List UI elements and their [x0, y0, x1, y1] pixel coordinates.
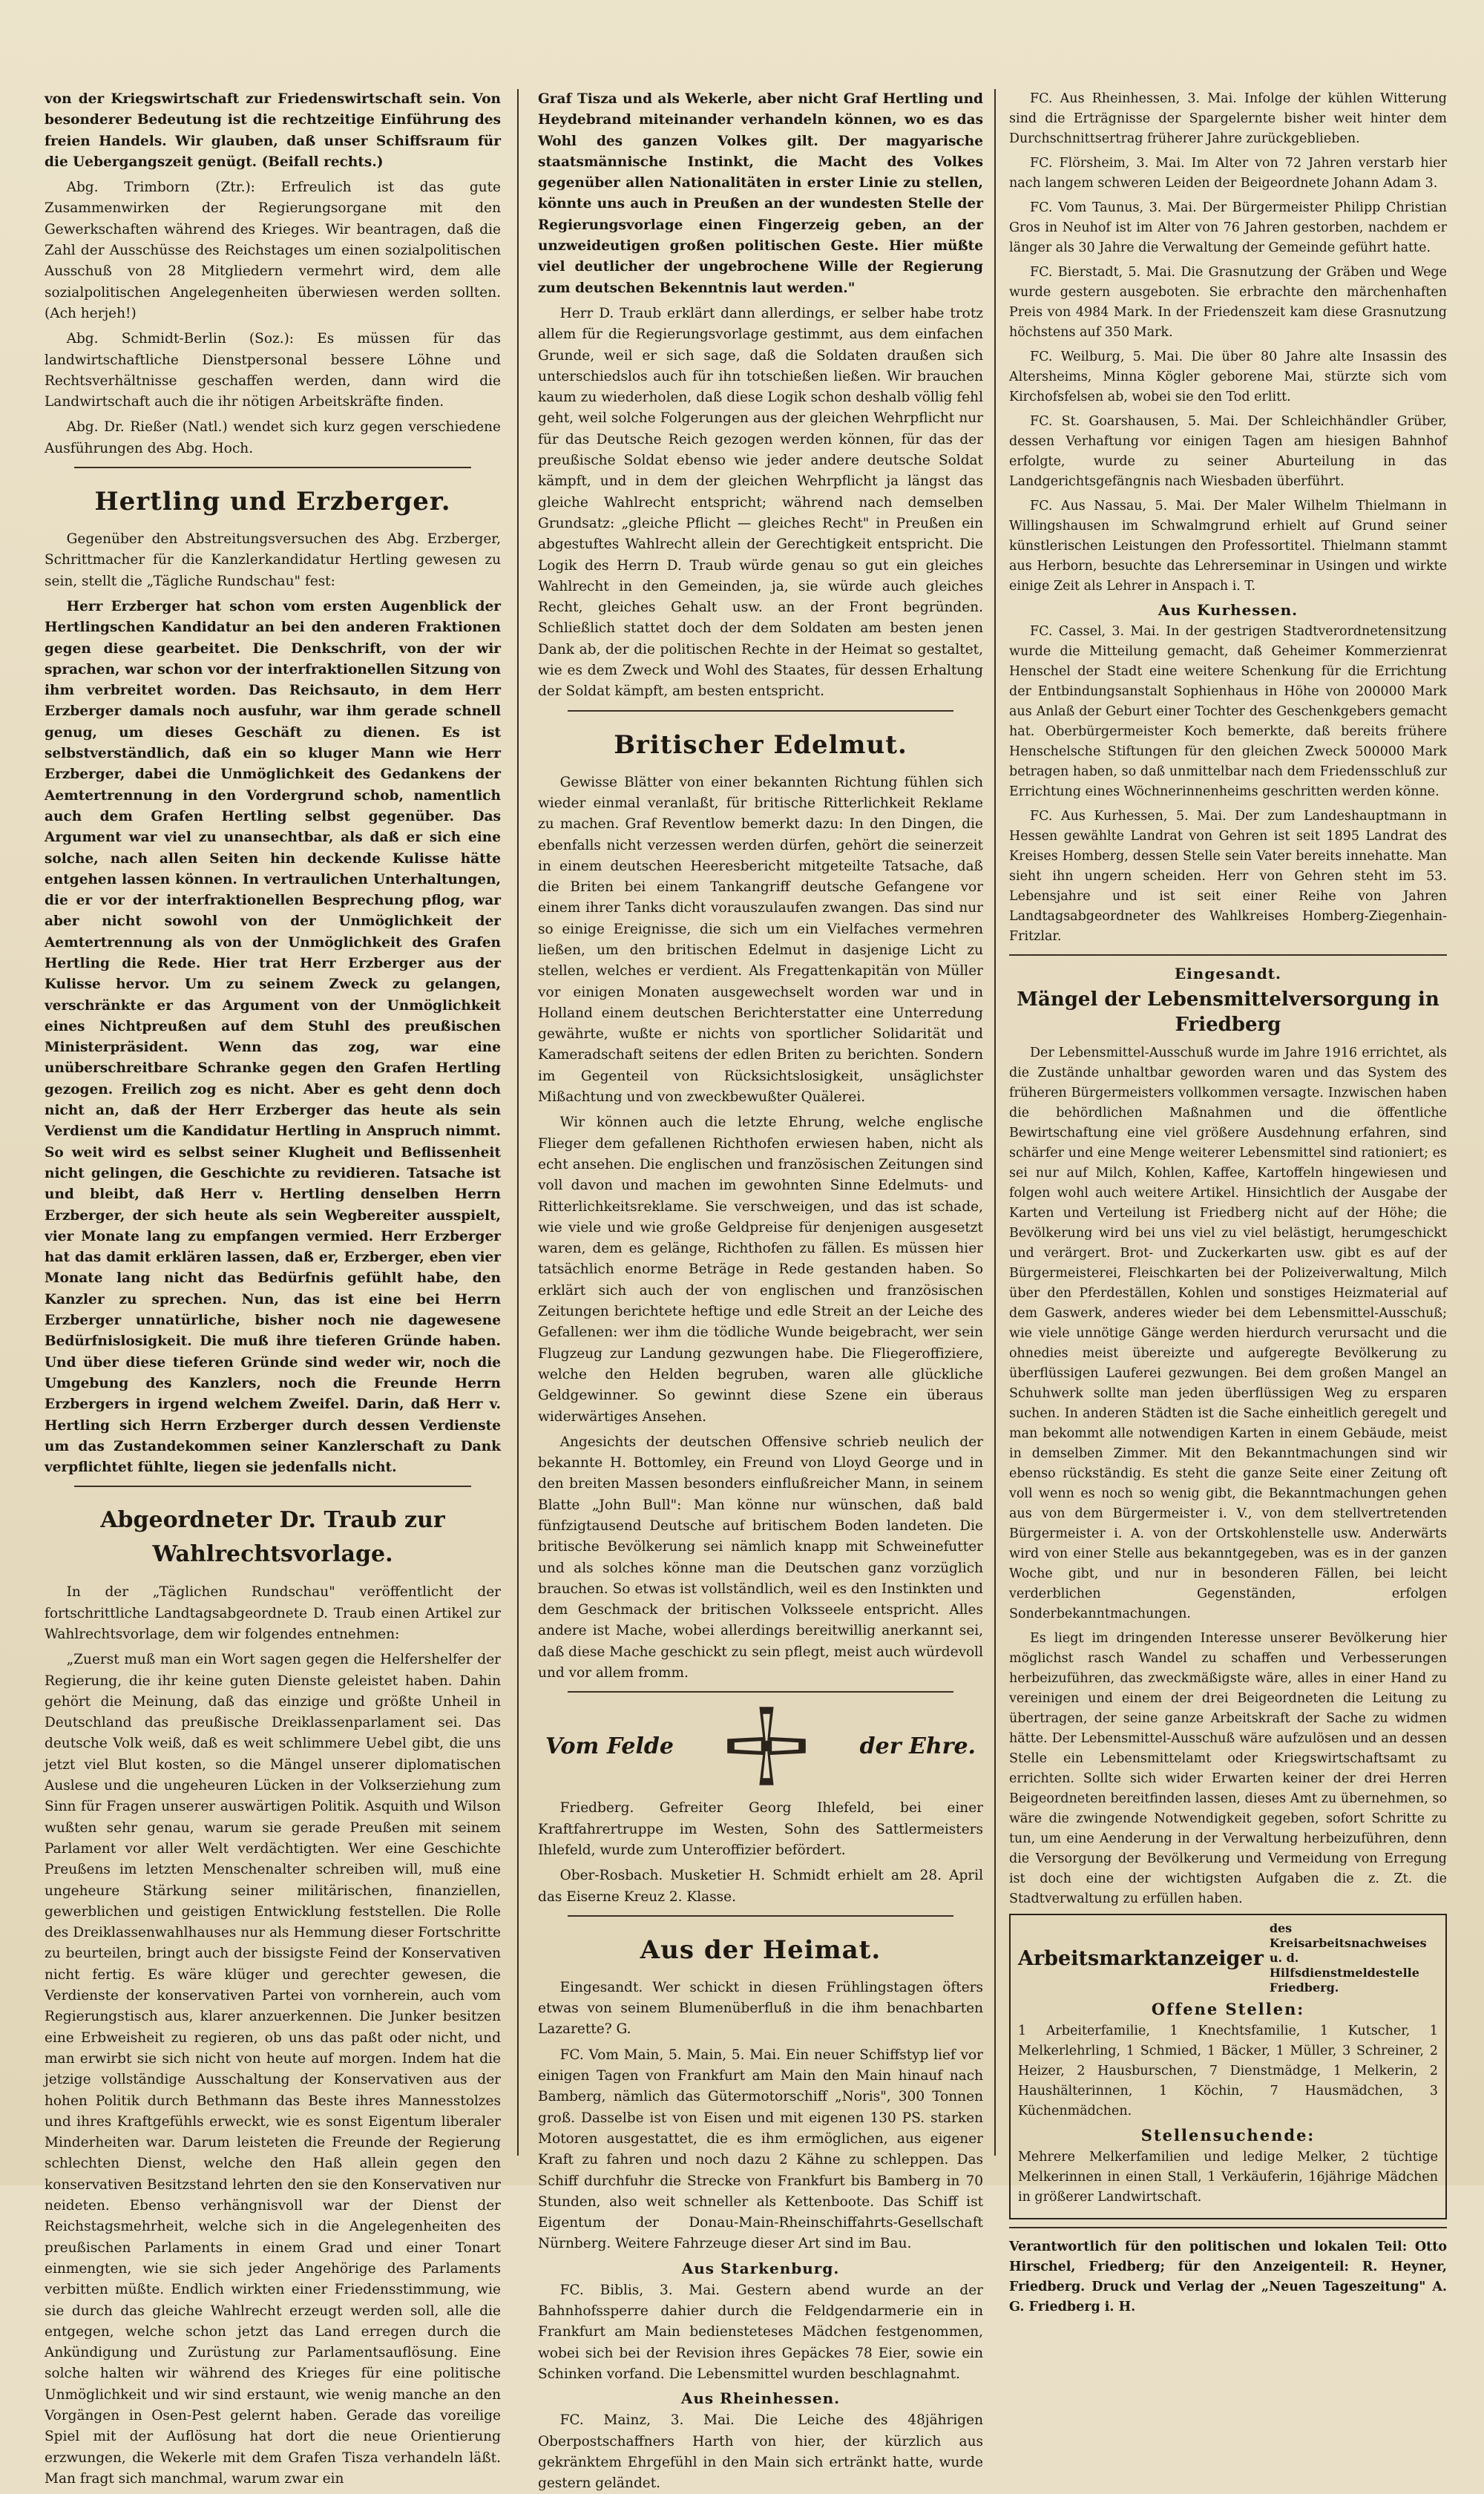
heimat-biblis: FC. Biblis, 3. Mai. Gestern abend wurde an der Bahnhofssperre dahier durch die Feldgendarmerie ein in Frankfurt am Main bediensteteses Mädchen festgenommen, wobei sich bei der Revision ihres Gepäckes 78 Eier, sowie ein Schinken vorfand. Die Lebensmittel wurden beschlagnahmt. [538, 2282, 983, 2382]
maengel-paragraph-2: Es liegt im dringenden Interesse unserer Bevölkerung hier möglichst rasch Wandel zu schaffen und Verbesserungen herbeizuführen, das zweckmäßigste wäre, alles in einer Hand zu vereinigen und einem der drei Beigeordneten die Leitung zu übertragen, der seine ganze Arbeitskraft der Sache zu widmen hätte. Der Lebensmittel-Ausschuß wäre aufzulösen und an dessen Stelle ein Lebensmittelamt oder Kriegswirtschaftsamt zu errichten. Sollte sich wider Erwarten keiner der drei Herren Beigeordneten bereitfinden lassen, dieses Amt zu übernehmen, so wäre die zwingende Notwendigkeit gegeben, sofort Schritte zu tun, um eine Aenderung in der Verwaltung herbeizuführen, denn die Versorgung der Bevölkerung und Vermeidung von Erregung ist doch eine der wichtigsten Aufgaben die z. Zt. die Stadtverwaltung zu erfüllen haben. [1009, 1631, 1447, 1906]
traub-continued-paragraph: Graf Tisza und als Wekerle, aber nicht Graf Hertling und Heydebrand miteinander verhandeln können, wo es das Wohl des ganzen Volkes gilt. Der magyarische staatsmännische Instinkt, die Macht des Volkes gegenüber allen Nationalitäten in erster Linie zu stellen, könnte uns auch in Preußen an der wundesten Stelle der Regierungsvorlage einen Fingerzeig geben, an der unzweideutigen großen politischen Geste. Hier müßte viel deutlicher der ungebrochene Wille der Regierung zum deutschen Bekenntnis laut werden." [538, 91, 983, 296]
section-divider [568, 1915, 953, 1917]
column-3 [1009, 89, 1447, 2314]
honor-title-left: Vom Felde [545, 1733, 674, 1759]
maengel-paragraph-1: Der Lebensmittel-Ausschuß wurde im Jahre 1916 errichtet, als die Zustände unhaltbar geworden waren und das System des früheren Bürgermeisters vollkommen versagte. Inzwischen haben die behördlichen Maßnahmen und die öffentliche Bewirtschaftung eine viel größere Ausdehnung erfahren, sind schärfer und eine Menge weiterer Lebensmittel sind rationiert; es sei nur auf Milch, Kohlen, Kaffee, Kartoffeln hingewiesen und folgen wohl auch weitere Artikel. Hinsichtlich der Ausgabe der Karten und Verteilung ist Friedberg nicht auf der Höhe; die Bevölkerung wird bei uns viel zu viel belästigt, herumgeschickt und verärgert. Brot- und Zuckerkarten usw. gibt es auf der Bürgermeisterei, Fleischkarten bei der Polizeiverwaltung, Milch über den Pferdeställen, Kohlen und sonstiges Heizmaterial auf dem Gaswerk, anderes wieder bei dem Lebensmittel-Ausschuß; wie viele unnötige Gänge werden hierdurch verursacht und die ohnedies meist übereizte und aufgeregte Bevölkerung zu überflüssigen Lauferei gezwungen. Bei dem großen Mangel an Schuhwerk sollte man jeden überflüssigen Weg zu ersparen suchen. In anderen Städten ist die Sache einheitlich geregelt und man bekommt alle notwendigen Karten in einem Gebäude, meist in demselben Zimmer. Mit den Bekanntmachungen sind wir ebenso rückständig. Es steht die ganze Seite einer Zeitung oft voll wenn es noch so wenig gibt, die Bekanntmachungen gehen aus von dem Bürgermeister i. V., von dem stellvertretenden Bürgermeister i. A. von der Ortskohlenstelle usw. Anderwärts wird von einer Stelle aus bekanntgegeben, was es in der ganzen Woche gibt, und nur in besonderen Fällen, bei leicht verderblichen Gegenständen, erfolgen Sonderbekanntmachungen. [1009, 1046, 1447, 1621]
honor-title-right: der Ehre. [859, 1733, 976, 1759]
edelmut-paragraph-2: Wir können auch die letzte Ehrung, welche englische Flieger dem gefallenen Richthofen erwiesen haben, nicht als echt ansehen. Die englischen und französischen Zeitungen sind voll davon und machen im gewohnten Sinne Edelmuts- und Ritterlichkeitsreklame. Sie verschweigen, und das ist schade, wie viele und wie große Geldpreise für denjenigen ausgesetzt waren, dem es gelänge, Richthofen zu fällen. Es müssen hier tatsächlich enorme Beträge in Rede gestanden haben. So erklärt sich auch der von englischen und französischen Zeitungen berichtete heftige und edle Streit an der Leiche des Gefallenen: wer ihm die tödliche Wunde beigebracht, wer sein Flugzeug zur Landung gezwungen habe. Die Fliegeroffiziere, welche den Helden begruben, waren alle glückliche Geldgewinner. So gewinnt diese Szene ein überaus widerwärtiges Ansehen. [538, 1115, 983, 1425]
section-divider [74, 467, 471, 468]
headline-aus-der-heimat: Aus der Heimat. [640, 1935, 881, 1965]
arbeitsmarkt-box [1009, 1914, 1447, 2219]
edelmut-paragraph-1: Gewisse Blätter von einer bekannten Richtung fühlen sich wieder einmal veranlaßt, für britische Ritterlichkeit Reklame zu machen. Graf Reventlow bemerkt dazu: In den Dingen, die ebenfalls nicht verzessen werden dürfen, gehört die seinerzeit in einem deutschen Heeresbericht mitgeteilte Tatsache, daß die Briten bei einem Tankangriff deutsche Gefangene vor einem ihrer Tanks dicht vorauszulaufen zwangen. Das sind nur so einige Ereignisse, die sich um ein Vielfaches vermehren ließen, um den britischen Edelmut in dasjenige Licht zu stellen, welches er verdient. Als Fregattenkapitän von Müller vor einigen Monaten ausgewechselt worden war und in Holland einem deutschen Berichterstatter eine Unterredung gewährte, wußte er nichts von sportlicher Solidarität und Kameradschaft seitens der edlen Briten zu berichten. Sondern im Gegenteil von Rücksichtslosigkeit, unsäglichster Mißachtung und von zweckbewußter Quälerei. [538, 774, 983, 1106]
headline-britischer-edelmut: Britischer Edelmut. [614, 729, 907, 760]
stellensuchende-text: Mehrere Melkerfamilien und ledige Melker, 2 tüchtige Melkerinnen in einen Stall, 1 Verkäuferin, 16jährige Mädchen in größerer Landwirtschaft. [1018, 2150, 1438, 2205]
hertling-paragraph-2: Herr Erzberger hat schon vom ersten Augenblick der Hertlingschen Kandidatur an bei den anderen Fraktionen gegen diese gearbeitet. Die Denkschrift, von der wir sprachen, war schon vor der interfraktionellen Sitzung von ihm verbreitet worden. Das Reichsauto, in dem Herr Erzberger damals noch ausfuhr, war ihm gerade schnell genug, um dieses Geschäft zu dienen. Es ist selbstverständlich, daß ein so kluger Mann wie Herr Erzberger, dabei die Unmöglichkeit des Gedankens der Aemtertrennung in den Vordergrund schob, namentlich auch dem Grafen Hertling selbst gegenüber. Das Argument war viel zu unansechtbar, als daß er sich eine solche, nach allen Seiten hin deckende Kulisse hätte entgehen lassen können. In vertraulichen Unterhaltungen, die er vor der interfraktionellen Besprechung pflog, war aber nicht sowohl von der Unmöglichkeit der Aemtertrennung als von der Unmöglichkeit des Grafen Hertling die Rede. Hier trat Herr Erzberger aus der Kulisse hervor. Um zu seinem Zweck zu gelangen, verschränkte er das Argument von der Unmöglichkeit eines Nichtpreußen auf dem Stuhl des preußischen Ministerpräsident. Wenn das zog, war eine unüberschreitbare Schranke gegen den Grafen Hertling gezogen. Freilich zog es nicht. Aber es geht denn doch nicht an, daß der Herr Erzberger das heute als sein Verdienst um die Kandidatur Hertling in Anspruch nimmt. So weit wird es selbst seiner Klugheit und Beflissenheit nicht gelingen, die Geschichte zu revidieren. Tatsache ist und bleibt, daß Herr v. Hertling denselben Herrn Erzberger, der sich heute als sein Wegbereiter ausspielt, vier Monate lang zu empfangen vermied. Herr Erzberger hat das damit erklären lassen, daß er, Erzberger, eben vier Monate lang nicht das Bedürfnis gefühlt habe, den Kanzler zu sprechen. Nun, das ist eine bei Herrn Erzberger unnatürliche, bisher noch nie dagewesene Bedürfnislosigkeit. Die muß ihre tieferen Gründe haben. Und über diese tieferen Gründe sind weder wir, noch die Umgebung des Kanzlers, noch die Freunde Herrn Erzbergers in irgend welchem Zweifel. Darin, daß Herr v. Hertling sich Herrn Erzberger durch dessen Verdienste um das Zustandekommen seiner Kanzlerschaft zu Dank verpflichtet fühlte, liegen sie jedenfalls nicht. [45, 598, 501, 1476]
subhead-starkenburg: Aus Starkenburg. [681, 2259, 840, 2277]
traub-commentary-paragraph: Herr D. Traub erklärt dann allerdings, er selber habe trotz allem für die Regierungsvorlage gestimmt, aus dem einfachen Grunde, weil er sich sage, daß die Soldaten draußen sich unterschiedslos auch für ihn totschießen ließen. Wir brauchen kaum zu wiederholen, daß diese Logik schon deshalb völlig fehl geht, weil solche Folgerungen aus der gleichen Wehrpflicht nur für das Deutsche Reich gezogen werden können, für das der preußische Soldat ebenso wie jeder andere deutsche Soldat kämpft, und in dem der gleichen Wehrpflicht ja längst das gleiche Wahlrecht entspricht; während nach demselben Grundsatz: „gleiche Pflicht — gleiches Recht" in Preußen ein abgestuftes Wahlrecht allein der Gerechtigkeit entspricht. Die Logik des Herrn D. Traub würde genau so gut ein gleiches Wahlrecht in den Gemeinden, ja, sie würde auch gleiches Recht, gleiches Gehalt usw. an der Front begründen. Schließlich stattet doch der dem Soldaten am besten jenen Dank ab, der die politischen Rechte in der Heimat so gestaltet, wie es dem Zweck und Wohl des Staates, für dessen Erhaltung der Soldat kämpft, am besten entspricht. [538, 305, 983, 700]
honor-header [545, 1702, 976, 1791]
honor-ihlefeld: Friedberg. Gefreiter Georg Ihlefeld, bei einer Kraftfahrertruppe im Westen, Sohn des Sattlermeisters Ihlefeld, wurde zum Unteroffizier befördert. [538, 1800, 983, 1858]
traub-paragraph-2: „Zuerst muß man ein Wort sagen gegen die Helfershelfer der Regierung, die ihr keine guten Dienste geleistet haben. Dahin gehört die Meinung, daß das einzige und größte Unheil in Deutschland das preußische Dreiklassenparlament sei. Das deutsche Volk weiß, daß es weit schlimmere Uebel gibt, die uns jetzt viel Blut kosten, so die Mängel unserer diplomatischen Auslese und die ungeheuren Lücken in der Volkserziehung zum Sinn für Fragen unserer auswärtigen Politik. Asquith und Wilson wußten sehr genau, warum sie gerade Preußen mit seinem Parlament vor aller Welt verdächtigten. Wer eine Geschichte Preußens im letzten Menschenalter schreiben will, muß eine ungeheure Stärkung seiner militärischen, finanziellen, gewerblichen und geistigen Entwicklung feststellen. Die Rolle des Dreiklassenwahlhauses nur als Hemmung dieser Fortschritte zu beurteilen, bringt auch der bissigste Feind der Konservativen nicht fertig. Es wäre klüger und gerechter gewesen, die Verdienste der konservativen Partei von vornherein, auch vom Regierungstisch aus, klarer anzuerkennen. Die Junker besitzen eine Erbweisheit zu regieren, ob uns das paßt oder nicht, und man erwirbt sie sich nicht von heute auf morgen. Indem hat die jetzige vollständige Ausschaltung der Konservativen aus der hohen Politik durch Bethmann das Beste ihres Mannesstolzes und ihres Kraftgefühls erweckt, wie es sonst Eigentum liberaler Minderheiten war. Darum leisteten die Freunde der Regierung schlechten Dienst, welche den Haß allein gegen den konservativen Besitzstand lehrten den sie den Konservativen nur neideten. Ebenso verhängnisvoll war der Dienst der Reichstagsmehrheit, welche sich in die Angelegenheiten des preußischen Parlaments in einem Grad und einer Tonart einmengten, wie sie sich jeder Angehörige des Parlaments verbitten müßte. Endlich wirkten einer Friedensstimmung, wie sie durch das gleiche Wahlrecht erzeugt werden soll, alle die entgegen, welche schon jetzt das Land erregen durch die Ankündigung und Zurüstung zur Parlamentsauflösung. Eine solche halten wir während des Krieges für eine politische Unmöglichkeit und wir sind erstaunt, wie wenig manche an den Vorgängen in Osen-Pest gelernt haben. Gerade das voreilige Spiel mit der Auflösung hat dort die neue Orientierung erzwungen, die Wekerle mit dem Grafen Tisza verhandeln läßt. Man fragt sich manchmal, warum zwar ein [45, 1652, 501, 2487]
column-rule-2 [994, 89, 996, 2156]
news-bierstadt: FC. Bierstadt, 5. Mai. Die Grasnutzung der Gräben und Wege wurde gestern ausgeboten. Sie erbrachte den märchenhaften Preis von 4984 Mark. In der Friedenszeit kam diese Grasnutzung höchstens auf 350 Mark. [1009, 265, 1447, 340]
column-1 [45, 89, 501, 2487]
heimat-eingesandt: Eingesandt. Wer schickt in diesen Frühlingstagen öfters etwas von seinem Blumenüberfluß in die ihm benachbarten Lazarette? G. [538, 1979, 983, 2038]
news-rheinhessen: FC. Aus Rheinhessen, 3. Mai. Infolge der kühlen Witterung sind die Erträgnisse der Spargelernte bisher weit hinter dem Durchschnittsertrag früherer Jahre zurückgeblieben. [1009, 91, 1447, 146]
headline-traub-wahlrecht: Abgeordneter Dr. Traub zur Wahlrechtsvorlage. [100, 1507, 445, 1568]
heimat-mainz: FC. Mainz, 3. Mai. Die Leiche des 48jährigen Oberpostschaffners Harth von hier, der kürzlich aus gekränktem Ehrgefühl in den Main sich ertränkt hatte, wurde gestern geländet. [538, 2412, 983, 2492]
reichstag-intro-paragraph: von der Kriegswirtschaft zur Friedenswirtschaft sein. Von besonderer Bedeutung ist die rechtzeitige Einführung des freien Handels. Wir glauben, daß unser Schiffsraum für die Uebergangszeit genügt. (Beifall rechts.) [45, 91, 501, 170]
news-weilburg: FC. Weilburg, 5. Mai. Die über 80 Jahre alte Insassin des Altersheims, Minna Kögler geborene Mai, stürzte sich vom Kirchofsfelsen ab, wobei sie den Tod erlitt. [1009, 350, 1447, 404]
iron-cross-icon [722, 1702, 811, 1791]
arbeitsmarkt-subtitle: des Kreisarbeitsnachweises u. d. Hilfsdienstmeldestelle Friedberg. [1269, 1921, 1427, 1995]
subhead-eingesandt: Eingesandt. [1174, 965, 1282, 982]
honor-schmidt: Ober-Rosbach. Musketier H. Schmidt erhielt am 28. April das Eiserne Kreuz 2. Klasse. [538, 1868, 983, 1905]
news-cassel: FC. Cassel, 3. Mai. In der gestrigen Stadtverordnetensitzung wurde die Mitteilung gemacht, daß Geheimer Kommerzienrat Henschel der Stadt eine weitere Schenkung für die Errichtung der Entbindungsanstalt Sophienhaus in Höhe von 200000 Mark aus Anlaß der Geburt einer Tochter des Geschenkgebers gemacht hat. Oberbürgermeister Koch bemerkte, daß bereits frühere Henschelsche Stiftungen für den gleichen Zweck 500000 Mark betragen haben, so daß unmittelbar nach dem Friedensschluß zur Errichtung eines Wöchnerinnenheims geschritten werden könne. [1009, 624, 1447, 799]
heimat-vom-main: FC. Vom Main, 5. Main, 5. Mai. Ein neuer Schiffstyp lief vor einigen Tagen von Frankfurt am Main den Main hinauf nach Bamberg, nämlich das Gütermotorschiff „Noris", 300 Tonnen groß. Dasselbe ist von Eisen und mit eigenen 130 PS. starken Motoren ausgestattet, die es ihm ermöglichen, aus eigener Kraft zu fahren und noch dazu 2 Kähne zu schleppen. Das Schiff durchfuhr die Strecke von Frankfurt bis Bamberg in 70 Stunden, also weit schneller als Kettenboote. Das Schiff ist Eigentum der Donau-Main-Rheinschiffahrts-Gesellschaft Nürnberg. Weitere Fahrzeuge dieser Art sind im Bau. [538, 2047, 983, 2252]
news-taunus: FC. Vom Taunus, 3. Mai. Der Bürgermeister Philipp Christian Gros in Neuhof ist im Alter von 76 Jahren gestorben, nachdem er länger als 30 Jahre die Verwaltung der Gemeinde geführt hatte. [1009, 200, 1447, 255]
stellensuchende-label: Stellensuchende: [1140, 2126, 1316, 2144]
headline-hertling-erzberger: Hertling und Erzberger. [94, 487, 451, 517]
arbeitsmarkt-title: Arbeitsmarktanzeiger [1018, 1946, 1264, 1970]
riesser-paragraph: Abg. Dr. Rießer (Natl.) wendet sich kurz gegen verschiedene Ausführungen des Abg. Hoch. [45, 419, 501, 456]
traub-paragraph-1: In der „Täglichen Rundschau" veröffentlicht der fortschrittliche Landtagsabgeordnete D. Traub einen Artikel zur Wahlrechtsvorlage, dem wir folgendes entnehmen: [45, 1584, 501, 1642]
edelmut-paragraph-3: Angesichts der deutschen Offensive schrieb neulich der bekannte H. Bottomley, ein Freund von Lloyd George und in den breiten Massen besonders einflußreicher Mann, in seinem Blatte „John Bull": Man könne nur wünschen, daß bald fünfzigtausend Deutsche auf britischem Boden landeten. Die britische Bevölkerung sei nämlich knapp mit Schweinefutter und als solches könne man die Deutschen ganz vorzüglich brauchen. So etwas ist vollständlich, weil es den Instinkten und dem Geschmack der britischen Volksseele entspricht. Alles andere ist Mache, wobei allerdings bereitwillig anerkannt sei, daß diese Mache geschickt zu sein pflegt, meist auch würdevoll und vor allem fromm. [538, 1434, 983, 1681]
impressum: Verantwortlich für den politischen und lokalen Teil: Otto Hirschel, Friedberg; für den Anzeigenteil: R. Heyner, Friedberg. Druck und Verlag der „Neuen Tageszeitung" A. G. Friedberg i. H. [1009, 2239, 1447, 2314]
section-divider [1009, 2227, 1447, 2228]
news-kurhessen: FC. Aus Kurhessen, 5. Mai. Der zum Landeshauptmann in Hessen gewählte Landrat von Gehren ist seit 1895 Landrat des Kreises Homberg, dessen Stelle sein Vater bereits innehatte. Man sieht ihn ungern scheiden. Herr von Gehren steht im 53. Lebensjahre und ist seit einer Reihe von Jahren Landtagsabgeordneter des Wahlkreises Homberg-Ziegenhain-Fritzlar. [1009, 809, 1447, 944]
section-divider [568, 1691, 953, 1693]
subhead-kurhessen: Aus Kurhessen. [1158, 601, 1298, 619]
trimborn-paragraph: Abg. Trimborn (Ztr.): Erfreulich ist das gute Zusammenwirken der Regierungsorgane mit den Gewerkschaften während des Krieges. Wir beantragen, daß die Zahl der Ausschüsse des Reichstages um einen sozialpolitischen Ausschuß von 28 Mitgliedern vermehrt wird, dem alle sozialpolitischen Angelegenheiten überwiesen werden sollten. (Ach herjeh!) [45, 180, 501, 321]
section-divider [74, 1486, 471, 1487]
offene-stellen-text: 1 Arbeiterfamilie, 1 Knechtsfamilie, 1 Kutscher, 1 Melkerlehrling, 1 Schmied, 1 Bäcker, 1 Müller, 3 Schreiner, 2 Heizer, 2 Hausburschen, 7 Dienstmädge, 1 Melkerin, 2 Haushälterinnen, 1 Köchin, 7 Hausmädchen, 3 Küchenmädchen. [1018, 2024, 1438, 2119]
news-nassau: FC. Aus Nassau, 5. Mai. Der Maler Wilhelm Thielmann in Willingshausen im Schwalmgrund erhielt auf Grund seiner künstlerischen Leistungen den Professortitel. Thielmann stammt aus Herborn, besuchte das Lehrerseminar in Usingen und wirkte einige Zeit als Lehrer in Anspach i. T. [1009, 499, 1447, 594]
column-2 [538, 89, 983, 2492]
offene-stellen-label: Offene Stellen: [1151, 2000, 1305, 2018]
schmidt-paragraph: Abg. Schmidt-Berlin (Soz.): Es müssen für das landwirtschaftliche Dienstpersonal bessere Löhne und Rechtsverhältnisse geschaffen werden, dann wird die Landwirtschaft auch die ihr nötigen Arbeitskräfte finden. [45, 331, 501, 410]
section-divider [568, 710, 953, 712]
subhead-rheinhessen: Aus Rheinhessen. [680, 2389, 841, 2408]
news-floersheim: FC. Flörsheim, 3. Mai. Im Alter von 72 Jahren verstarb hier nach langem schweren Leiden der Beigeordnete Johann Adam 3. [1009, 156, 1447, 191]
arbeitsmarkt-header [1018, 1921, 1438, 1995]
hertling-paragraph-1: Gegenüber den Abstreitungsversuchen des Abg. Erzberger, Schrittmacher für die Kanzlerkandidatur Hertling gewesen zu sein, stellt die „Tägliche Rundschau" fest: [45, 531, 501, 589]
headline-maengel-lebensmittel: Mängel der Lebensmittelversorgung in Friedberg [1017, 988, 1439, 1036]
news-st-goarshausen: FC. St. Goarshausen, 5. Mai. Der Schleichhändler Grüber, dessen Verhaftung vor einigen Tagen am hiesigen Bahnhof erfolgte, wurde zu seiner Aburteilung in das Landgerichtsgefängnis nach Wiesbaden überführt. [1009, 414, 1447, 489]
column-rule-1 [517, 89, 519, 2156]
section-divider [1009, 954, 1447, 956]
